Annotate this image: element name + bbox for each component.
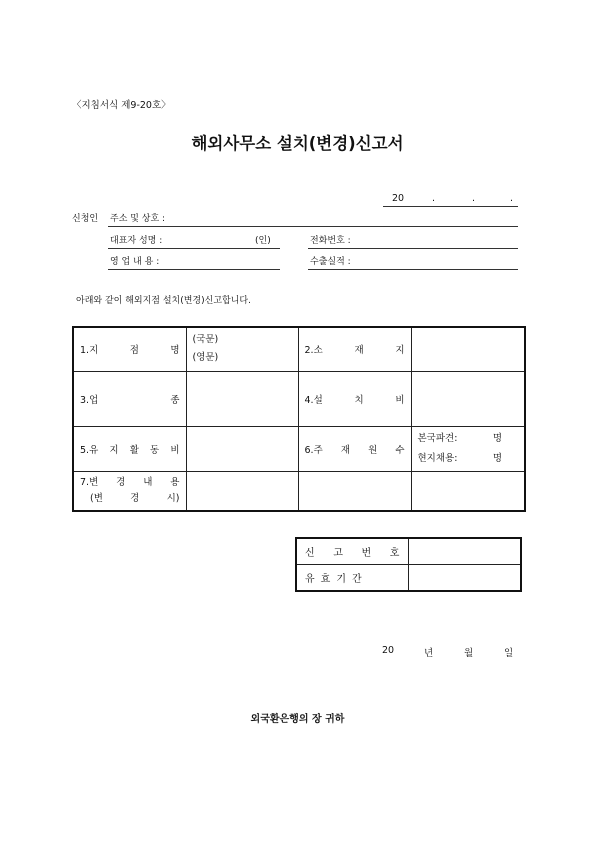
label-part: 종 xyxy=(170,394,180,406)
change-details-cell[interactable] xyxy=(411,471,525,511)
label-part: 신 xyxy=(305,548,315,559)
phone-label: 전화번호 : xyxy=(310,236,351,246)
date-underline xyxy=(383,206,518,207)
label-part: 비 xyxy=(395,394,405,406)
year-unit: 년 xyxy=(424,648,434,659)
date-dot: . xyxy=(472,193,476,204)
table-row xyxy=(296,538,521,565)
table-row xyxy=(73,471,525,511)
signature-year-prefix: 20 xyxy=(382,645,395,656)
label-part: 기 xyxy=(336,574,347,585)
label-part: 호 xyxy=(389,548,400,559)
maintenance-cost-cell[interactable] xyxy=(186,426,298,471)
date-year-prefix: 20 xyxy=(392,193,405,204)
local-staff-unit: 명 xyxy=(492,452,502,464)
table-row xyxy=(73,371,525,426)
table-row xyxy=(296,565,521,592)
applicant-section-label: 신청인 xyxy=(72,214,99,224)
maintenance-cost-label xyxy=(73,426,186,471)
dispatched-staff-label: 본국파견: xyxy=(417,432,458,444)
setup-cost-label xyxy=(298,371,411,426)
english-name-label: (영문) xyxy=(192,352,219,364)
change-details-label xyxy=(73,471,186,511)
dispatched-staff-unit: 명 xyxy=(492,432,502,444)
label-part: 7.변 xyxy=(80,476,99,488)
date-dot: . xyxy=(510,193,514,204)
label-part: 재 xyxy=(354,345,364,357)
validity-period-cell[interactable] xyxy=(408,565,521,592)
report-number-label xyxy=(296,538,408,565)
representative-underline[interactable] xyxy=(108,248,280,249)
label-part: 용 xyxy=(170,476,180,488)
staff-count-label xyxy=(298,426,411,471)
address-underline[interactable] xyxy=(108,226,518,227)
industry-cell[interactable] xyxy=(186,371,298,426)
label-part: 내 xyxy=(143,476,153,488)
addressee: 외국환은행의 장 귀하 xyxy=(250,714,345,725)
label-part: 수 xyxy=(395,444,405,456)
date-dot: . xyxy=(432,193,436,204)
label-part: 고 xyxy=(333,548,343,559)
declaration-statement: 아래와 같이 해외지점 설치(변경)신고합니다. xyxy=(76,296,251,306)
label-part: 4.설 xyxy=(304,394,323,406)
label-part: 명 xyxy=(170,345,180,357)
phone-underline[interactable] xyxy=(308,248,518,249)
label-part: 지 xyxy=(109,444,119,456)
table-row xyxy=(73,426,525,471)
seal-mark: (인) xyxy=(255,236,271,246)
label-part: 5.유 xyxy=(80,444,99,456)
location-label xyxy=(298,327,411,371)
office-name-label xyxy=(73,327,186,371)
staff-count-cell[interactable] xyxy=(411,426,525,471)
label-part: 경 xyxy=(130,492,140,504)
label-part: 비 xyxy=(170,444,180,456)
label-part: 1.지 xyxy=(80,345,99,357)
office-name-cell[interactable] xyxy=(186,327,298,371)
label-part: 시) xyxy=(166,492,180,504)
label-part: 효 xyxy=(320,574,331,585)
label-part: 원 xyxy=(368,444,378,456)
export-label: 수출실적 : xyxy=(310,257,351,267)
label-part: 지 xyxy=(395,345,405,357)
change-details-cell[interactable] xyxy=(298,471,411,511)
label-part: 치 xyxy=(354,394,364,406)
label-part: 6.주 xyxy=(304,444,323,456)
label-part: 경 xyxy=(116,476,126,488)
label-part: 활 xyxy=(129,444,139,456)
label-part: 번 xyxy=(361,548,372,559)
korean-name-label: (국문) xyxy=(192,334,219,346)
label-part: 유 xyxy=(305,574,315,585)
label-part: 3.업 xyxy=(80,394,99,406)
day-unit: 일 xyxy=(504,648,514,659)
label-part: 동 xyxy=(150,444,160,456)
label-part: (변 xyxy=(90,492,103,504)
label-part: 점 xyxy=(129,345,139,357)
report-info-box xyxy=(295,537,522,592)
office-details-table xyxy=(72,326,526,512)
month-unit: 월 xyxy=(464,648,474,659)
representative-label: 대표자 성명 : xyxy=(110,236,163,246)
label-part: 간 xyxy=(352,574,362,585)
location-cell[interactable] xyxy=(411,327,525,371)
export-underline[interactable] xyxy=(308,269,518,270)
label-part: 재 xyxy=(340,444,350,456)
report-number-cell[interactable] xyxy=(408,538,521,565)
page-title: 해외사무소 설치(변경)신고서 xyxy=(191,134,404,153)
business-underline[interactable] xyxy=(108,269,280,270)
change-details-cell[interactable] xyxy=(186,471,298,511)
label-part: 2.소 xyxy=(304,345,323,357)
validity-period-label xyxy=(296,565,408,592)
form-reference: 〈지침서식 제9-20호〉 xyxy=(72,100,171,111)
address-label: 주소 및 상호 : xyxy=(110,214,166,224)
setup-cost-cell[interactable] xyxy=(411,371,525,426)
table-row xyxy=(73,327,525,371)
business-label: 영 업 내 용 : xyxy=(110,257,160,267)
industry-label xyxy=(73,371,186,426)
local-staff-label: 현지채용: xyxy=(417,452,458,464)
